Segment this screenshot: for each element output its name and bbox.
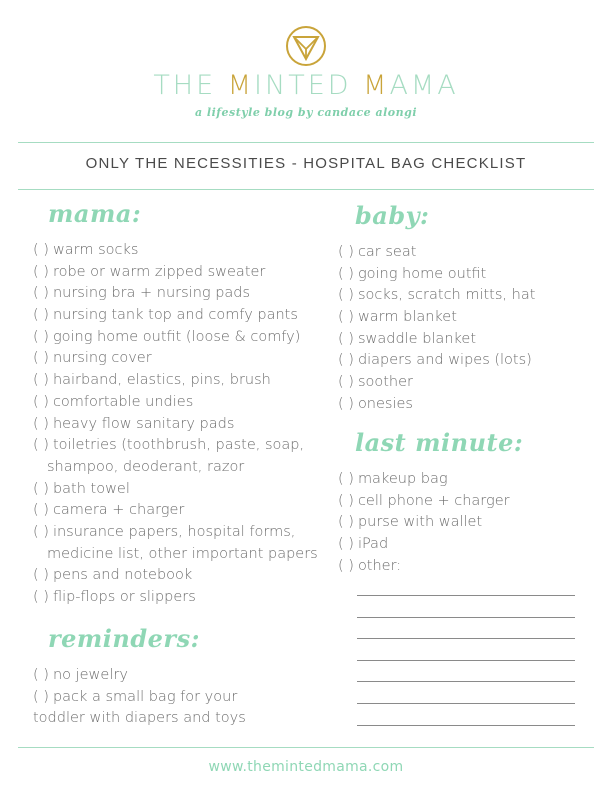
checkbox[interactable]: ( ) xyxy=(33,589,49,605)
checklist-item[interactable]: ( ) robe or warm zipped sweater xyxy=(33,263,266,280)
checklist-item[interactable]: ( ) no jewelry xyxy=(33,667,128,683)
checklist-item[interactable]: ( ) warm socks xyxy=(33,242,139,258)
checkbox[interactable]: ( ) xyxy=(338,287,354,304)
footer-divider xyxy=(18,747,594,748)
checklist-item[interactable]: ( ) other: xyxy=(338,557,402,574)
checkbox[interactable]: ( ) xyxy=(338,265,354,282)
last-minute-heading: last minute: xyxy=(355,428,524,457)
checkbox[interactable]: ( ) xyxy=(338,557,354,574)
write-in-line[interactable] xyxy=(357,681,575,682)
checklist-item[interactable]: ( ) soother xyxy=(338,374,413,391)
checkbox[interactable]: ( ) xyxy=(338,471,354,487)
checklist-item[interactable]: ( ) nursing tank top and comfy pants xyxy=(33,307,298,324)
checkbox[interactable]: ( ) xyxy=(338,514,354,531)
checkbox[interactable]: ( ) xyxy=(33,567,49,584)
brand-logo-emblem xyxy=(285,25,327,67)
checkbox[interactable]: ( ) xyxy=(33,688,49,705)
checkbox[interactable]: ( ) xyxy=(33,263,49,280)
checklist-item[interactable]: ( ) makeup bag xyxy=(338,471,448,487)
checkbox[interactable]: ( ) xyxy=(338,244,354,260)
checkbox[interactable]: ( ) xyxy=(33,350,49,367)
write-in-line[interactable] xyxy=(357,638,575,639)
last-minute-checklist xyxy=(338,469,510,577)
write-in-line[interactable] xyxy=(357,595,575,596)
checklist-item[interactable]: ( ) onesies xyxy=(338,395,413,412)
checklist-item[interactable]: ( ) car seat xyxy=(338,244,417,260)
reminders-heading: reminders: xyxy=(48,624,200,653)
checklist-item[interactable]: ( ) warm blanket xyxy=(338,309,457,326)
checkbox[interactable]: ( ) xyxy=(33,480,49,497)
checklist-item[interactable]: ( ) going home outfit (loose & comfy) xyxy=(33,328,301,345)
checkbox[interactable]: ( ) xyxy=(33,328,49,345)
checkbox[interactable]: ( ) xyxy=(338,309,354,326)
baby-checklist xyxy=(338,242,535,416)
checkbox[interactable]: ( ) xyxy=(338,352,354,369)
checklist-item[interactable]: ( ) going home outfit xyxy=(338,265,487,282)
checkbox[interactable]: ( ) xyxy=(33,285,49,302)
checkbox[interactable]: ( ) xyxy=(338,395,354,412)
checklist-item[interactable]: ( ) flip-flops or slippers xyxy=(33,589,196,605)
checklist-item[interactable]: ( ) bath towel xyxy=(33,480,130,497)
checkbox[interactable]: ( ) xyxy=(33,242,49,258)
checkbox[interactable]: ( ) xyxy=(33,502,49,519)
checklist-item[interactable]: ( ) hairband, elastics, pins, brush xyxy=(33,372,271,389)
checklist-item-continuation: medicine list, other important papers xyxy=(47,545,318,562)
checklist-item[interactable]: ( ) purse with wallet xyxy=(338,514,483,531)
checklist-item-continuation: shampoo, deoderant, razor xyxy=(47,458,245,475)
write-in-line[interactable] xyxy=(357,703,575,704)
write-in-line[interactable] xyxy=(357,725,575,726)
checklist-item[interactable]: ( ) nursing cover xyxy=(33,350,152,367)
checklist-item-continuation: toddler with diapers and toys xyxy=(33,710,246,727)
page-title: ONLY THE NECESSITIES - HOSPITAL BAG CHECKLIST xyxy=(85,155,527,172)
checkbox[interactable]: ( ) xyxy=(33,667,49,683)
reminders-list xyxy=(33,665,246,730)
checkbox[interactable]: ( ) xyxy=(33,393,49,410)
checklist-item[interactable]: ( ) cell phone + charger xyxy=(338,492,510,509)
checklist-item[interactable]: ( ) swaddle blanket xyxy=(338,330,476,347)
checklist-item[interactable]: ( ) nursing bra + nursing pads xyxy=(33,285,251,302)
checkbox[interactable]: ( ) xyxy=(33,372,49,389)
checkbox[interactable]: ( ) xyxy=(338,492,354,509)
checklist-item[interactable]: ( ) comfortable undies xyxy=(33,393,194,410)
checklist-item[interactable]: ( ) camera + charger xyxy=(33,502,185,519)
checkbox[interactable]: ( ) xyxy=(33,437,49,454)
mama-heading: mama: xyxy=(48,199,142,228)
mama-checklist xyxy=(33,240,318,609)
checkbox[interactable]: ( ) xyxy=(338,330,354,347)
checkbox[interactable]: ( ) xyxy=(33,415,49,432)
checkbox[interactable]: ( ) xyxy=(338,536,354,553)
other-write-in-lines[interactable] xyxy=(357,595,575,746)
checklist-item[interactable]: ( ) toiletries (toothbrush, paste, soap, xyxy=(33,437,305,454)
checkbox[interactable]: ( ) xyxy=(33,523,49,540)
checkbox[interactable]: ( ) xyxy=(338,374,354,391)
write-in-line[interactable] xyxy=(357,617,575,618)
baby-heading: baby: xyxy=(355,201,430,230)
checklist-item[interactable]: ( ) diapers and wipes (lots) xyxy=(338,352,532,369)
checklist-item[interactable]: ( ) socks, scratch mitts, hat xyxy=(338,287,536,304)
brand-name: THE MINTED MAMA xyxy=(153,70,459,101)
header-divider-top xyxy=(18,142,594,143)
write-in-line[interactable] xyxy=(357,660,575,661)
brand-tagline: a lifestyle blog by candace alongi xyxy=(194,106,418,119)
checklist-item[interactable]: ( ) pens and notebook xyxy=(33,567,193,584)
header-divider-bottom xyxy=(18,189,594,190)
checklist-item[interactable]: ( ) heavy flow sanitary pads xyxy=(33,415,235,432)
checklist-item[interactable]: ( ) pack a small bag for your xyxy=(33,688,238,705)
checklist-item[interactable]: ( ) insurance papers, hospital forms, xyxy=(33,523,296,540)
footer-url[interactable]: www.themintedmama.com xyxy=(208,759,404,775)
checkbox[interactable]: ( ) xyxy=(33,307,49,324)
checklist-item[interactable]: ( ) iPad xyxy=(338,536,389,553)
